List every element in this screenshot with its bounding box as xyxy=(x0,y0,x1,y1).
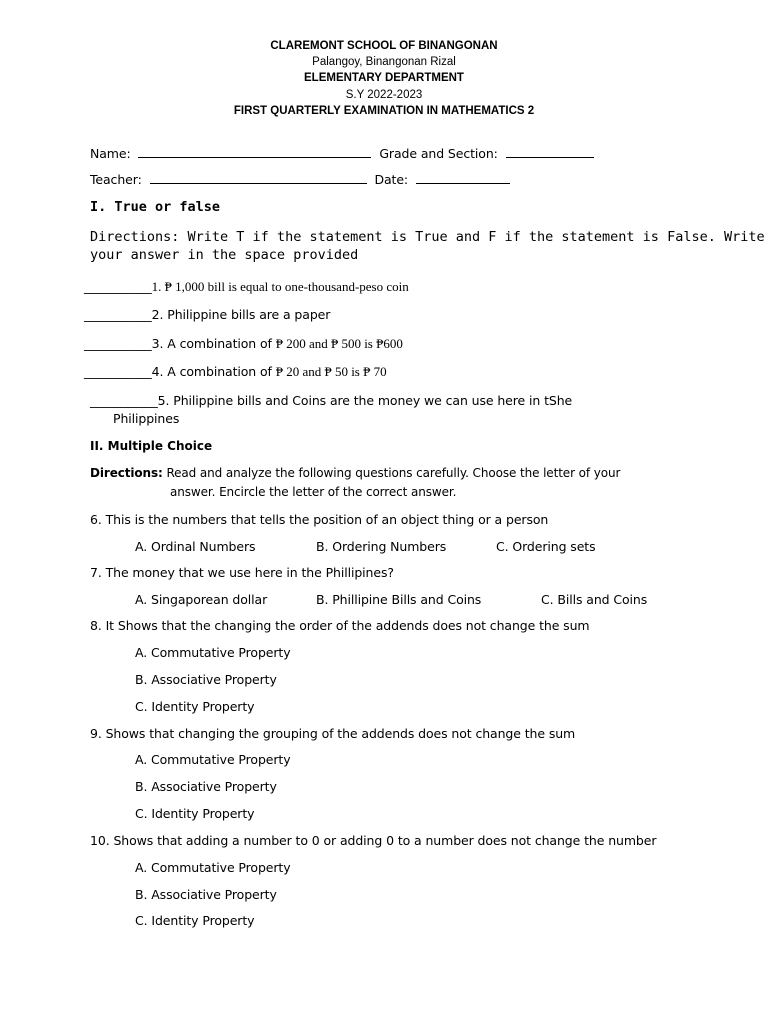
tf-text-amounts: ₱ 20 and ₱ 50 is ₱ 70 xyxy=(275,364,387,379)
mc-choice-6a[interactable]: A. Ordinal Numbers xyxy=(135,539,256,554)
tf-text-amounts: ₱ 200 and ₱ 500 is ₱600 xyxy=(275,336,403,351)
tf-number: 4. xyxy=(151,364,164,379)
mc-question-9: 9. Shows that changing the grouping of the addends does not change the sum xyxy=(90,726,576,741)
mc-choice-6c[interactable]: C. Ordering sets xyxy=(496,539,596,554)
exam-title: FIRST QUARTERLY EXAMINATION IN MATHEMATICS 2 xyxy=(233,105,535,117)
teacher-field-row xyxy=(90,172,510,187)
name-blank[interactable] xyxy=(138,146,371,158)
name-label: Name: xyxy=(90,146,131,161)
tf-text: ₱ 1,000 bill is equal to one-thousand-peso coin xyxy=(161,279,409,294)
tf-blank[interactable]: ___________ xyxy=(84,279,152,294)
part2-directions-line-2: answer. Encircle the letter of the correct answer. xyxy=(170,485,457,499)
tf-item-4 xyxy=(84,361,387,380)
mc-choice-7a[interactable]: A. Singaporean dollar xyxy=(135,592,268,607)
mc-choice-10a[interactable]: A. Commutative Property xyxy=(135,860,291,875)
part1-directions-label: Directions: xyxy=(90,229,180,245)
mc-choice-9b[interactable]: B. Associative Property xyxy=(135,779,277,794)
tf-number: 1. xyxy=(151,279,162,294)
school-address: Palangoy, Binangonan Rizal xyxy=(312,56,456,68)
part2-directions-text-1: Read and analyze the following questions carefully. Choose the letter of your xyxy=(162,466,621,480)
mc-choice-8a[interactable]: A. Commutative Property xyxy=(135,645,291,660)
department: ELEMENTARY DEPARTMENT xyxy=(304,72,464,84)
name-field-row xyxy=(90,146,594,161)
tf-item-5 xyxy=(90,390,572,409)
mc-choice-10b[interactable]: B. Associative Property xyxy=(135,887,277,902)
mc-question-10: 10. Shows that adding a number to 0 or adding 0 to a number does not change the number xyxy=(90,833,657,848)
part1-directions-line-2: your answer in the space provided xyxy=(90,247,359,263)
mc-choice-6b[interactable]: B. Ordering Numbers xyxy=(316,539,447,554)
tf-item-5-continued: Philippines xyxy=(113,411,180,426)
part2-title: II. Multiple Choice xyxy=(90,439,213,453)
tf-item-2 xyxy=(84,304,330,323)
school-name: CLAREMONT SCHOOL OF BINANGONAN xyxy=(270,40,498,52)
part2-directions-label: Directions: xyxy=(90,466,163,480)
tf-blank[interactable]: ___________ xyxy=(84,364,152,379)
mc-question-8: 8. It Shows that the changing the order of the addends does not change the sum xyxy=(90,618,590,633)
mc-choice-7b[interactable]: B. Phillipine Bills and Coins xyxy=(316,592,482,607)
teacher-blank[interactable] xyxy=(150,172,367,184)
tf-number: 2. xyxy=(151,307,164,322)
part2-directions xyxy=(90,466,620,480)
grade-section-label: Grade and Section: xyxy=(379,146,498,161)
tf-blank[interactable]: ___________ xyxy=(84,307,152,322)
tf-text: A combination of xyxy=(163,364,276,379)
tf-blank[interactable]: ___________ xyxy=(90,393,158,408)
tf-number: 3. xyxy=(151,336,164,351)
mc-choice-7c[interactable]: C. Bills and Coins xyxy=(541,592,648,607)
tf-item-3 xyxy=(84,333,403,352)
teacher-label: Teacher: xyxy=(90,172,142,187)
part1-directions-text-1: Write T if the statement is True and F if the statement is False. Write xyxy=(179,229,765,245)
school-year: S.Y 2022-2023 xyxy=(345,89,423,101)
tf-text: Philippine bills are a paper xyxy=(163,307,331,322)
mc-choice-9c[interactable]: C. Identity Property xyxy=(135,806,255,821)
mc-question-6: 6. This is the numbers that tells the position of an object thing or a person xyxy=(90,512,549,527)
mc-question-7: 7. The money that we use here in the Phillipines? xyxy=(90,565,394,580)
date-blank[interactable] xyxy=(416,172,510,184)
tf-blank[interactable]: ___________ xyxy=(84,336,152,351)
mc-choice-10c[interactable]: C. Identity Property xyxy=(135,913,255,928)
part1-title: I. True or false xyxy=(90,199,221,215)
tf-text: Philippine bills and Coins are the money we can use here in tShe xyxy=(169,393,573,408)
mc-choice-9a[interactable]: A. Commutative Property xyxy=(135,752,291,767)
mc-choice-8b[interactable]: B. Associative Property xyxy=(135,672,277,687)
grade-section-blank[interactable] xyxy=(506,146,594,158)
mc-choice-8c[interactable]: C. Identity Property xyxy=(135,699,255,714)
tf-text: A combination of xyxy=(163,336,276,351)
date-label: Date: xyxy=(374,172,409,187)
tf-number: 5. xyxy=(157,393,170,408)
part1-directions xyxy=(90,229,765,245)
tf-item-1 xyxy=(84,276,409,295)
